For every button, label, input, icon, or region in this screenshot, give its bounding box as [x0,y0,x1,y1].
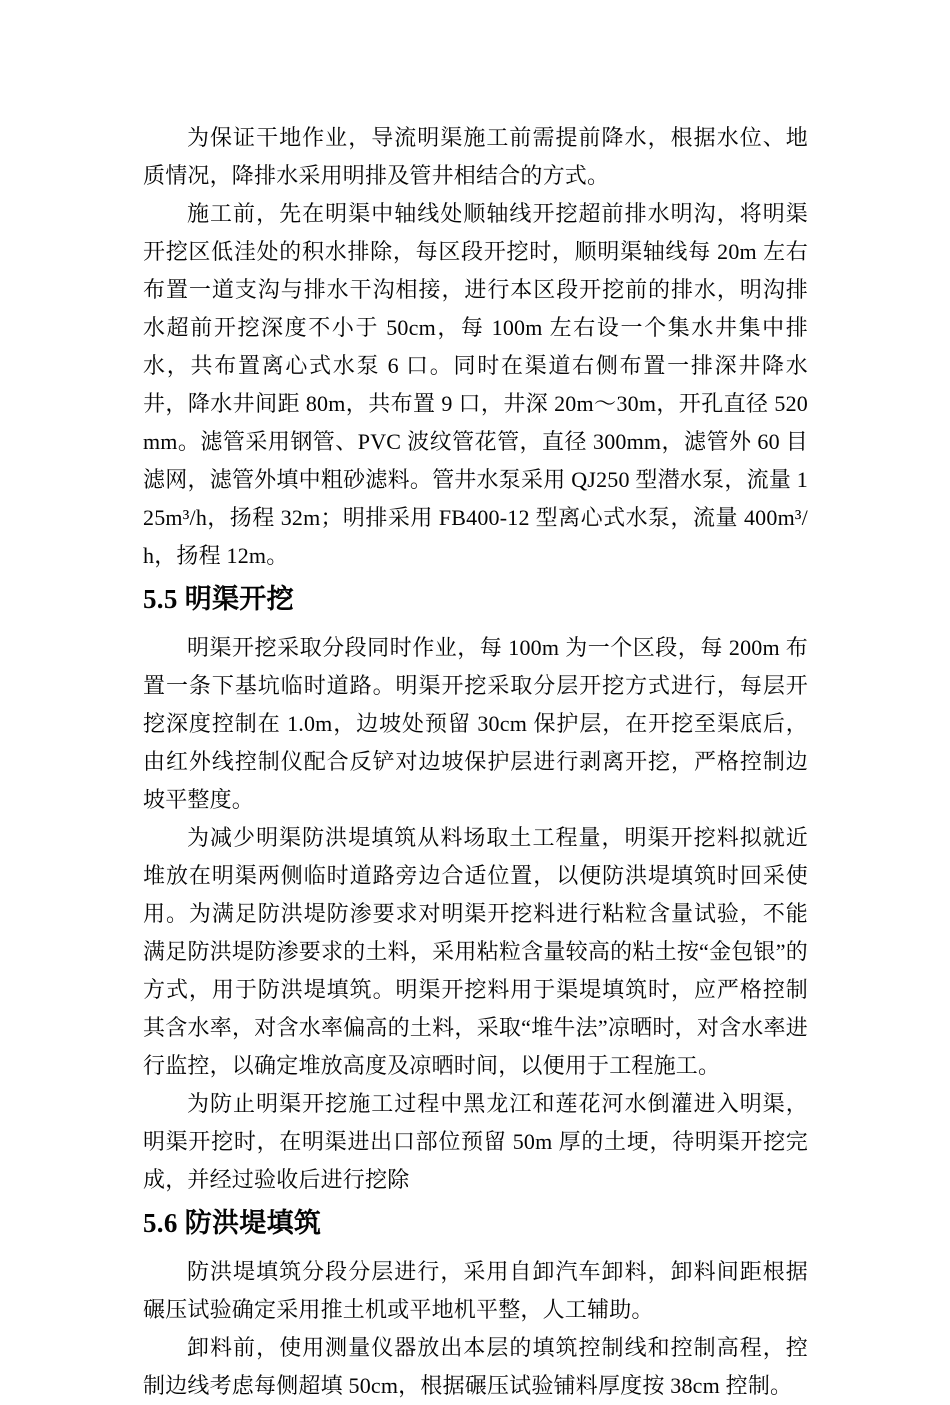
body-paragraph: 明渠开挖采取分段同时作业，每 100m 为一个区段，每 200m 布置一条下基坑临时道路。明渠开挖采取分层开挖方式进行，每层开挖深度控制在 1.0m，边坡处预留 30cm 保护层，在开挖至渠底后，由红外线控制仪配合反铲对边坡保护层进行剥离开挖，严格控制边坡平整度。 [143,635,808,812]
body-paragraph: 施工前，先在明渠中轴线处顺轴线开挖超前排水明沟，将明渠开挖区低洼处的积水排除，每区段开挖时，顺明渠轴线每 20m 左右布置一道支沟与排水干沟相接，进行本区段开挖前的排水，明沟排水超前开挖深度不小于 50cm，每 100m 左右设一个集水井集中排水，共布置离心式水泵 6 口。同时在渠道右侧布置一排深井降水井，降水井间距 80m，共布置 9 口，井深 20m～30m，开孔直径 520mm。滤管采用钢管、PVC 波纹管花管，直径 300mm，滤管外 60 目滤网，滤管外填中粗砂滤料。管井水泵采用 QJ250 型潜水泵，流量 125m³/h，扬程 32m；明排采用 FB400-12 型离心式水泵，流量 400m³/h，扬程 12m。 [143,201,808,568]
body-paragraph: 为防止明渠开挖施工过程中黑龙江和莲花河水倒灌进入明渠，明渠开挖时，在明渠进出口部位预留 50m 厚的土埂，待明渠开挖完成，并经过验收后进行挖除 [143,1091,808,1192]
section-heading: 5.6 防洪堤填筑 [143,1208,322,1238]
body-paragraph: 为减少明渠防洪堤填筑从料场取土工程量，明渠开挖料拟就近堆放在明渠两侧临时道路旁边合适位置，以便防洪堤填筑时回采使用。为满足防洪堤防渗要求对明渠开挖料进行粘粒含量试验，不能满足防洪堤防渗要求的土料，采用粘粒含量较高的粘土按“金包银”的方式，用于防洪堤填筑。明渠开挖料用于渠堤填筑时，应严格控制其含水率，对含水率偏高的土料，采取“堆牛法”凉晒时，对含水率进行监控，以确定堆放高度及凉晒时间，以便用于工程施工。 [143,825,808,1078]
body-paragraph: 为保证干地作业，导流明渠施工前需提前降水，根据水位、地质情况，降排水采用明排及管井相结合的方式。 [143,125,808,188]
section-heading: 5.5 明渠开挖 [143,584,294,614]
body-paragraph: 卸料前，使用测量仪器放出本层的填筑控制线和控制高程，控制边线考虑每侧超填 50cm，根据碾压试验铺料厚度按 38cm 控制。 [143,1335,808,1398]
body-paragraph: 防洪堤填筑分段分层进行，采用自卸汽车卸料，卸料间距根据碾压试验确定采用推土机或平地机平整，人工辅助。 [143,1259,808,1322]
document-content [143,119,808,1405]
